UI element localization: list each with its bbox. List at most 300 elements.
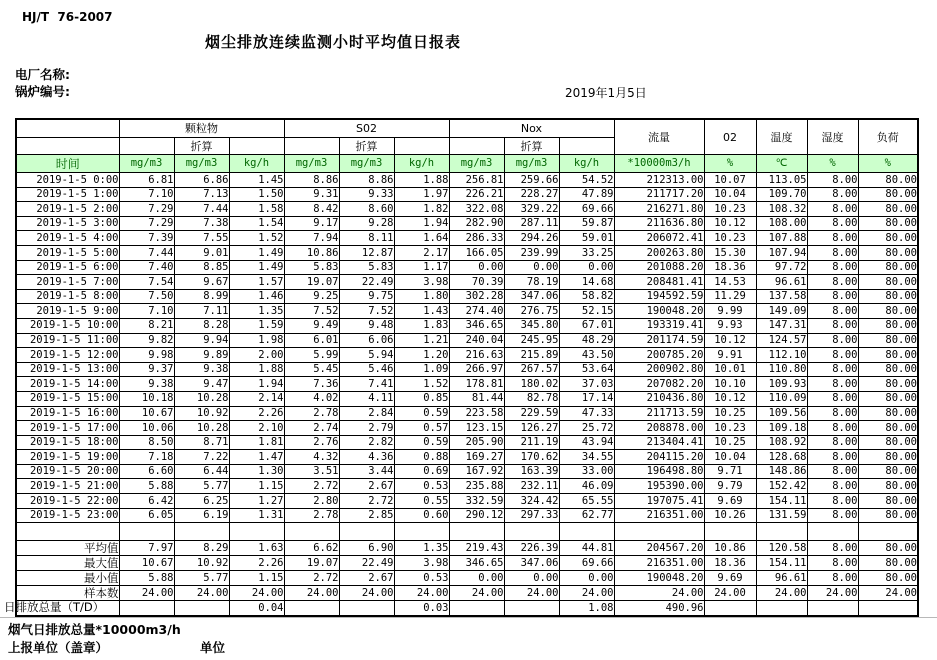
- summary-row-label: [4, 600, 119, 616]
- cell: 1.54: [229, 216, 284, 231]
- cell: 6.44: [174, 464, 229, 479]
- cell: 8.00: [807, 377, 858, 392]
- cell: 19.07: [284, 556, 339, 571]
- cell: 216351.00: [614, 556, 704, 571]
- cell: 0.88: [394, 450, 449, 465]
- cell: 6.90: [339, 541, 394, 556]
- cell: 10.67: [119, 406, 174, 421]
- unit-cell: mg/m3: [449, 155, 504, 173]
- row-time: 2019-1-5 15:00: [16, 391, 119, 406]
- cell: 206072.41: [614, 231, 704, 246]
- cell: 109.56: [756, 406, 807, 421]
- cell: 347.06: [504, 289, 559, 304]
- cell: 2.10: [229, 421, 284, 436]
- cell: 10.04: [704, 187, 756, 202]
- cell: 80.00: [858, 508, 918, 523]
- table-row: [16, 391, 918, 406]
- cell: 259.66: [504, 173, 559, 188]
- cell: 8.00: [807, 216, 858, 231]
- cell: 9.69: [704, 494, 756, 509]
- unit-label: 单位: [200, 640, 226, 655]
- cell: 10.23: [704, 231, 756, 246]
- cell: 322.08: [449, 202, 504, 217]
- cell: 8.86: [284, 173, 339, 188]
- cell: 1.88: [394, 173, 449, 188]
- cell: 8.00: [807, 556, 858, 571]
- cell: 33.00: [559, 464, 614, 479]
- cell: 0.85: [394, 391, 449, 406]
- table-row: [16, 318, 918, 333]
- cell: 200785.20: [614, 348, 704, 363]
- cell: 10.67: [119, 556, 174, 571]
- summary-row: [16, 601, 918, 616]
- row-time: 2019-1-5 6:00: [16, 260, 119, 275]
- cell: 110.80: [756, 362, 807, 377]
- cell: 213404.41: [614, 435, 704, 450]
- cell: 53.64: [559, 362, 614, 377]
- cell: 204115.20: [614, 450, 704, 465]
- cell: [449, 523, 504, 541]
- cell: 0.53: [394, 479, 449, 494]
- cell: 10.12: [704, 216, 756, 231]
- cell: 212313.00: [614, 173, 704, 188]
- cell: [449, 601, 504, 616]
- unit-cell: mg/m3: [119, 155, 174, 173]
- cell: 126.27: [504, 421, 559, 436]
- cell: 6.25: [174, 494, 229, 509]
- cell: 8.00: [807, 362, 858, 377]
- cell: [339, 523, 394, 541]
- row-time: 2019-1-5 9:00: [16, 304, 119, 319]
- cell: 1.59: [229, 318, 284, 333]
- cell: 59.87: [559, 216, 614, 231]
- cell: 123.15: [449, 421, 504, 436]
- cell: 80.00: [858, 391, 918, 406]
- row-time: 2019-1-5 10:00: [16, 318, 119, 333]
- plant-name-label: 电厂名称:: [15, 67, 70, 82]
- cell: 211713.59: [614, 406, 704, 421]
- cell: 128.68: [756, 450, 807, 465]
- cell: 5.83: [339, 260, 394, 275]
- table-row: [16, 289, 918, 304]
- cell: 226.21: [449, 187, 504, 202]
- cell: 2.80: [284, 494, 339, 509]
- cell: 54.52: [559, 173, 614, 188]
- cell: 70.39: [449, 275, 504, 290]
- cell: 6.19: [174, 508, 229, 523]
- cell: 0.59: [394, 435, 449, 450]
- cell: 223.58: [449, 406, 504, 421]
- cell: 267.57: [504, 362, 559, 377]
- cell: 9.25: [284, 289, 339, 304]
- cell: 80.00: [858, 245, 918, 260]
- table-row: [16, 304, 918, 319]
- cell: 1.64: [394, 231, 449, 246]
- cell: 0.00: [559, 571, 614, 586]
- cell: 44.81: [559, 541, 614, 556]
- cell: 80.00: [858, 289, 918, 304]
- cell: 8.00: [807, 275, 858, 290]
- cell: [394, 523, 449, 541]
- table-row: [16, 494, 918, 509]
- cell: 9.28: [339, 216, 394, 231]
- table-row: [16, 333, 918, 348]
- header-humidity: 湿度: [807, 119, 858, 155]
- cell: 108.32: [756, 202, 807, 217]
- table-row: [16, 508, 918, 523]
- cell: 37.03: [559, 377, 614, 392]
- cell: 2.67: [339, 571, 394, 586]
- cell: 18.36: [704, 556, 756, 571]
- cell: 8.00: [807, 479, 858, 494]
- cell: 195390.00: [614, 479, 704, 494]
- cell: 4.11: [339, 391, 394, 406]
- cell: 14.53: [704, 275, 756, 290]
- cell: 6.01: [284, 333, 339, 348]
- cell: 7.52: [284, 304, 339, 319]
- cell: 7.22: [174, 450, 229, 465]
- cell: 329.22: [504, 202, 559, 217]
- cell: 9.37: [119, 362, 174, 377]
- cell: 10.10: [704, 377, 756, 392]
- cell: 7.52: [339, 304, 394, 319]
- cell: 10.12: [704, 333, 756, 348]
- cell: 7.97: [119, 541, 174, 556]
- summary-row-label: 最大值: [16, 556, 119, 571]
- cell: 24.00: [449, 586, 504, 601]
- cell: 97.72: [756, 260, 807, 275]
- cell: 24.00: [174, 586, 229, 601]
- cell: 200263.80: [614, 245, 704, 260]
- cell: 7.13: [174, 187, 229, 202]
- cell: 219.43: [449, 541, 504, 556]
- cell: 80.00: [858, 304, 918, 319]
- cell: 2.78: [284, 406, 339, 421]
- table-row: [16, 464, 918, 479]
- cell: [756, 523, 807, 541]
- cell: 5.88: [119, 571, 174, 586]
- cell: 147.31: [756, 318, 807, 333]
- cell: 0.60: [394, 508, 449, 523]
- cell: 8.00: [807, 541, 858, 556]
- cell: 24.00: [119, 586, 174, 601]
- cell: 0.00: [449, 571, 504, 586]
- cell: 2.26: [229, 406, 284, 421]
- cell: 1.27: [229, 494, 284, 509]
- cell: 17.14: [559, 391, 614, 406]
- cell: 266.97: [449, 362, 504, 377]
- cell: 7.41: [339, 377, 394, 392]
- cell: 10.25: [704, 435, 756, 450]
- cell: 4.02: [284, 391, 339, 406]
- cell: 0.00: [504, 571, 559, 586]
- table-row: [16, 377, 918, 392]
- cell: 2.72: [339, 494, 394, 509]
- header-temperature: 温度: [756, 119, 807, 155]
- cell: [704, 523, 756, 541]
- cell: 8.50: [119, 435, 174, 450]
- cell: 24.00: [504, 586, 559, 601]
- group-particulate: 颗粒物: [119, 119, 284, 138]
- table-row: [16, 216, 918, 231]
- cell: 324.42: [504, 494, 559, 509]
- cell: 2.85: [339, 508, 394, 523]
- cell: 1.80: [394, 289, 449, 304]
- cell: 208878.00: [614, 421, 704, 436]
- cell: 24.00: [339, 586, 394, 601]
- cell: 47.33: [559, 406, 614, 421]
- cell: 8.29: [174, 541, 229, 556]
- cell: 47.89: [559, 187, 614, 202]
- cell: 167.92: [449, 464, 504, 479]
- cell: 7.55: [174, 231, 229, 246]
- cell: 8.00: [807, 421, 858, 436]
- cell: 3.98: [394, 275, 449, 290]
- cell: 80.00: [858, 333, 918, 348]
- cell: 80.00: [858, 541, 918, 556]
- cell: 226.39: [504, 541, 559, 556]
- cell: 8.00: [807, 231, 858, 246]
- cell: 46.09: [559, 479, 614, 494]
- cell: 120.58: [756, 541, 807, 556]
- cell: 2.79: [339, 421, 394, 436]
- cell: 6.62: [284, 541, 339, 556]
- cell: 10.18: [119, 391, 174, 406]
- cell: 9.31: [284, 187, 339, 202]
- cell: 1.31: [229, 508, 284, 523]
- cell: 5.46: [339, 362, 394, 377]
- cell: 25.72: [559, 421, 614, 436]
- cell: 346.65: [449, 556, 504, 571]
- blank-cell: [229, 138, 284, 155]
- cell: 9.69: [704, 571, 756, 586]
- cell: 8.00: [807, 571, 858, 586]
- cell: 1.43: [394, 304, 449, 319]
- table-row: [16, 231, 918, 246]
- cell: [229, 523, 284, 541]
- row-time: 2019-1-5 5:00: [16, 245, 119, 260]
- cell: 345.80: [504, 318, 559, 333]
- cell: 10.86: [284, 245, 339, 260]
- cell: 24.00: [614, 586, 704, 601]
- cell: 80.00: [858, 173, 918, 188]
- cell: 10.06: [119, 421, 174, 436]
- unit-cell: mg/m3: [174, 155, 229, 173]
- cell: 8.00: [807, 173, 858, 188]
- cell: 2.67: [339, 479, 394, 494]
- cell: 287.11: [504, 216, 559, 231]
- cell: 1.21: [394, 333, 449, 348]
- cell: 1.94: [394, 216, 449, 231]
- cell: 7.39: [119, 231, 174, 246]
- cell: 137.58: [756, 289, 807, 304]
- cell: 10.25: [704, 406, 756, 421]
- cell: 1.20: [394, 348, 449, 363]
- cell: 10.04: [704, 450, 756, 465]
- unit-cell: mg/m3: [504, 155, 559, 173]
- cell: 8.00: [807, 333, 858, 348]
- cell: 24.00: [284, 586, 339, 601]
- summary-row-label: 平均值: [16, 541, 119, 556]
- cell: 8.21: [119, 318, 174, 333]
- cell: 1.98: [229, 333, 284, 348]
- blank-cell: [16, 138, 119, 155]
- cell: 82.78: [504, 391, 559, 406]
- cell: 80.00: [858, 231, 918, 246]
- cell: 8.00: [807, 202, 858, 217]
- cell: 10.01: [704, 362, 756, 377]
- cell: 256.81: [449, 173, 504, 188]
- cell: 7.36: [284, 377, 339, 392]
- cell: 1.08: [559, 601, 614, 616]
- group-so2: S02: [284, 119, 449, 138]
- cell: 8.00: [807, 260, 858, 275]
- converted-label-so2: 折算: [339, 138, 394, 155]
- cell: 1.88: [229, 362, 284, 377]
- row-time: 2019-1-5 23:00: [16, 508, 119, 523]
- cell: 0.03: [394, 601, 449, 616]
- cell: 5.94: [339, 348, 394, 363]
- cell: 1.58: [229, 202, 284, 217]
- cell: 152.42: [756, 479, 807, 494]
- cell: 282.90: [449, 216, 504, 231]
- cell: 10.92: [174, 406, 229, 421]
- table-row: [16, 406, 918, 421]
- cell: 7.11: [174, 304, 229, 319]
- cell: 7.29: [119, 216, 174, 231]
- blank-cell: [449, 138, 504, 155]
- cell: 80.00: [858, 275, 918, 290]
- cell: 0.57: [394, 421, 449, 436]
- cell: 9.48: [339, 318, 394, 333]
- cell: 9.67: [174, 275, 229, 290]
- cell: 9.89: [174, 348, 229, 363]
- unit-cell: mg/m3: [284, 155, 339, 173]
- cell: 24.00: [394, 586, 449, 601]
- unit-cell: kg/h: [394, 155, 449, 173]
- cell: 200902.80: [614, 362, 704, 377]
- cell: 3.51: [284, 464, 339, 479]
- row-time: 2019-1-5 0:00: [16, 173, 119, 188]
- row-time: 2019-1-5 3:00: [16, 216, 119, 231]
- cell: 80.00: [858, 377, 918, 392]
- cell: 211636.80: [614, 216, 704, 231]
- summary-row: [16, 571, 918, 586]
- cell: 9.91: [704, 348, 756, 363]
- cell: 8.11: [339, 231, 394, 246]
- cell: 2.74: [284, 421, 339, 436]
- cell: 7.50: [119, 289, 174, 304]
- cell: 8.00: [807, 187, 858, 202]
- cell: 2.00: [229, 348, 284, 363]
- cell: 302.28: [449, 289, 504, 304]
- cell: [174, 601, 229, 616]
- cell: 2.14: [229, 391, 284, 406]
- table-row: [16, 202, 918, 217]
- cell: 4.36: [339, 450, 394, 465]
- cell: 8.00: [807, 245, 858, 260]
- cell: [339, 601, 394, 616]
- cell: 58.82: [559, 289, 614, 304]
- cell: [119, 523, 174, 541]
- cell: 0.00: [449, 260, 504, 275]
- cell: 1.45: [229, 173, 284, 188]
- cell: 7.40: [119, 260, 174, 275]
- cell: 8.42: [284, 202, 339, 217]
- cell: 80.00: [858, 479, 918, 494]
- cell: 7.54: [119, 275, 174, 290]
- cell: 9.33: [339, 187, 394, 202]
- cell: 1.63: [229, 541, 284, 556]
- cell: 2.26: [229, 556, 284, 571]
- cell: 0.00: [559, 260, 614, 275]
- cell: 196498.80: [614, 464, 704, 479]
- cell: 0.00: [504, 260, 559, 275]
- cell: 193319.41: [614, 318, 704, 333]
- cell: 294.26: [504, 231, 559, 246]
- cell: 80.00: [858, 318, 918, 333]
- cell: 96.61: [756, 275, 807, 290]
- page-title: 烟尘排放连续监测小时平均值日报表: [205, 33, 462, 51]
- cell: [559, 523, 614, 541]
- unit-cell: kg/h: [229, 155, 284, 173]
- cell: 1.81: [229, 435, 284, 450]
- cell: 7.44: [174, 202, 229, 217]
- table-row: [16, 260, 918, 275]
- cell: 80.00: [858, 464, 918, 479]
- cell: 15.30: [704, 245, 756, 260]
- row-time: 2019-1-5 4:00: [16, 231, 119, 246]
- cell: 12.87: [339, 245, 394, 260]
- cell: 9.79: [704, 479, 756, 494]
- table-row: [16, 421, 918, 436]
- cell: 1.52: [229, 231, 284, 246]
- header-group-row: [16, 119, 918, 138]
- cell: 124.57: [756, 333, 807, 348]
- row-time: 2019-1-5 18:00: [16, 435, 119, 450]
- cell: 9.82: [119, 333, 174, 348]
- cell: 80.00: [858, 216, 918, 231]
- cell: 1.30: [229, 464, 284, 479]
- cell: 8.60: [339, 202, 394, 217]
- cell: 8.28: [174, 318, 229, 333]
- unit-cell-flow: *10000m3/h: [614, 155, 704, 173]
- cell: 11.29: [704, 289, 756, 304]
- cell: 6.86: [174, 173, 229, 188]
- daily-total-label: 日排放总量（T/D）: [4, 600, 105, 615]
- cell: 5.99: [284, 348, 339, 363]
- cell: 1.15: [229, 571, 284, 586]
- row-time: 2019-1-5 14:00: [16, 377, 119, 392]
- cell: 10.26: [704, 508, 756, 523]
- cell: 245.95: [504, 333, 559, 348]
- header-o2: 02: [704, 119, 756, 155]
- unit-cell-load: %: [858, 155, 918, 173]
- header-load: 负荷: [858, 119, 918, 155]
- table-row: [16, 245, 918, 260]
- cell: 8.00: [807, 289, 858, 304]
- cell: 0.59: [394, 406, 449, 421]
- cell: 4.32: [284, 450, 339, 465]
- table-row: [16, 348, 918, 363]
- cell: 6.60: [119, 464, 174, 479]
- converted-label-particulate: 折算: [174, 138, 229, 155]
- blank-cell: [559, 138, 614, 155]
- cell: 80.00: [858, 202, 918, 217]
- cell: 10.28: [174, 391, 229, 406]
- row-time: 2019-1-5 13:00: [16, 362, 119, 377]
- row-time: 2019-1-5 16:00: [16, 406, 119, 421]
